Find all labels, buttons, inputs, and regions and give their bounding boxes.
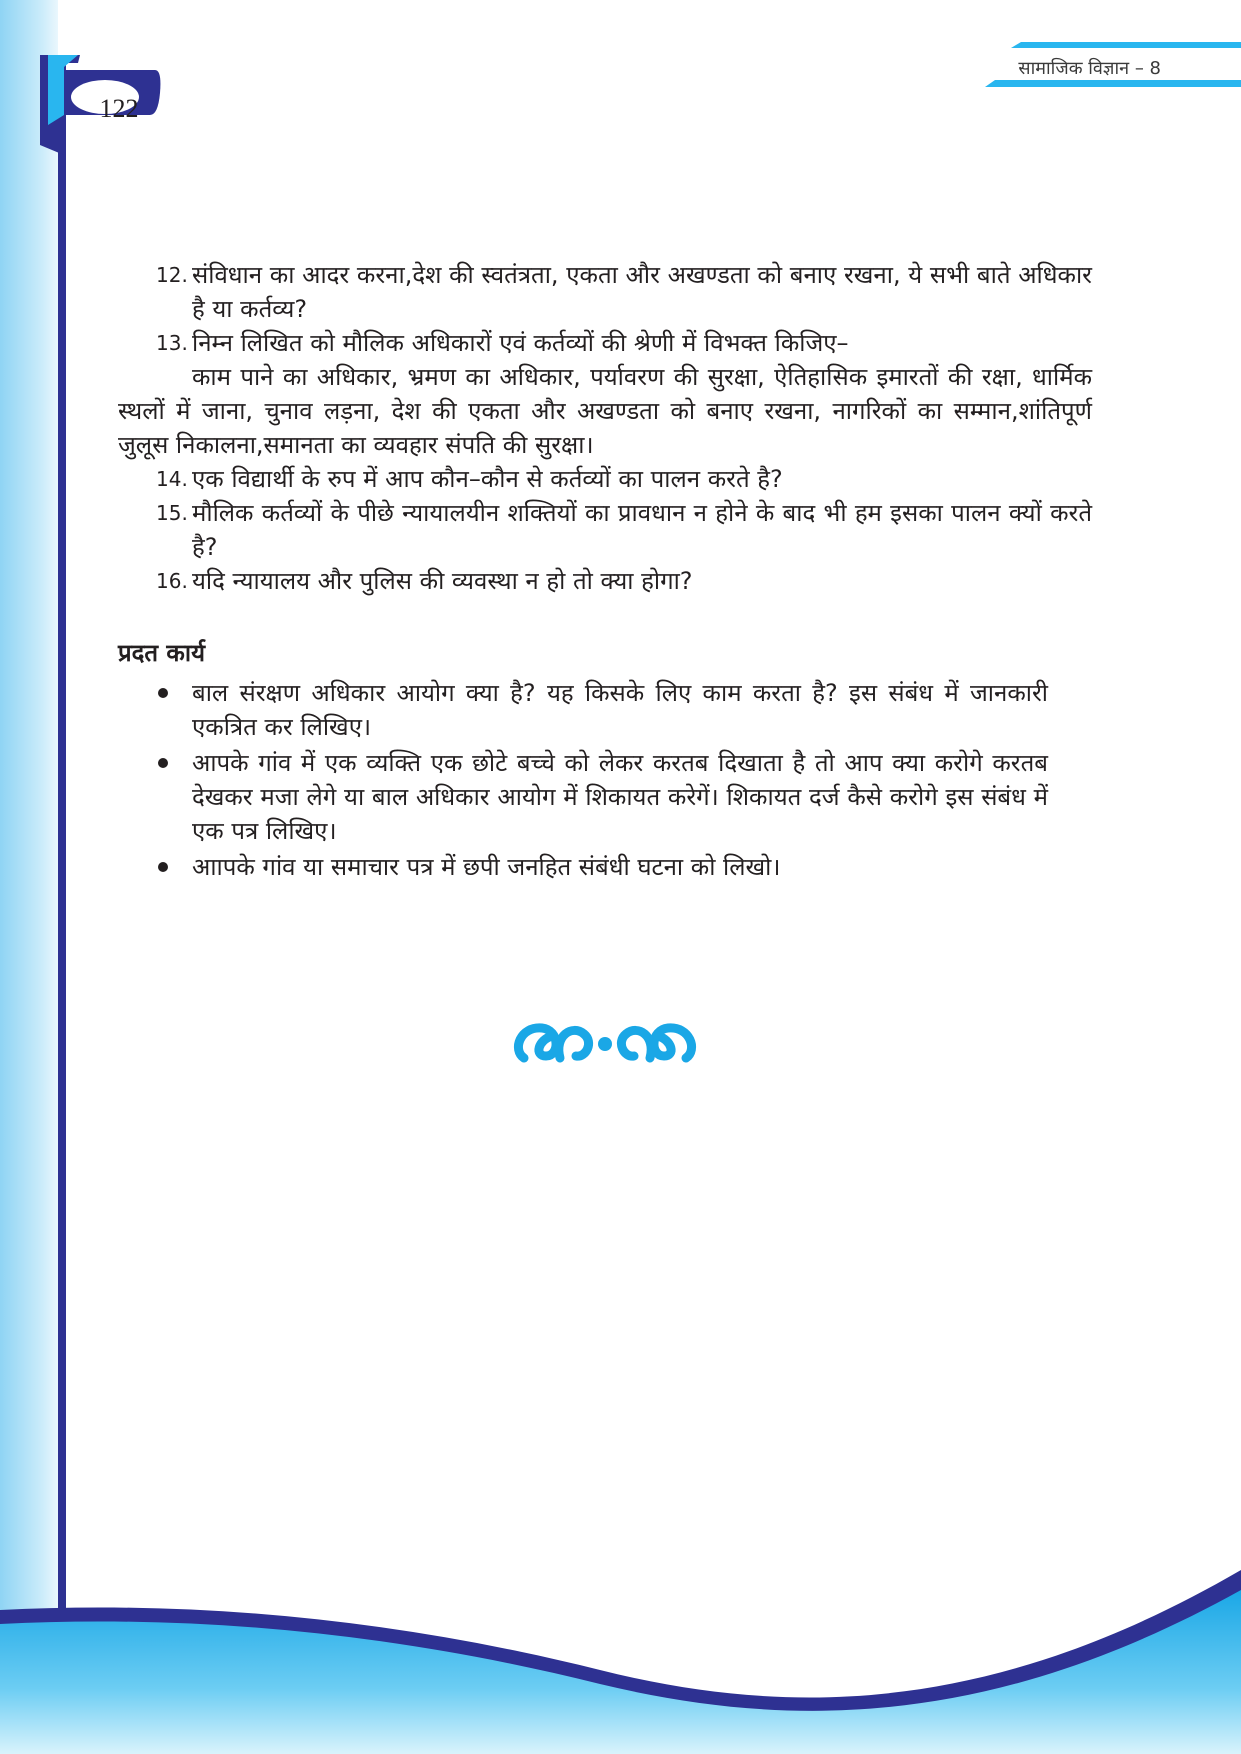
list-item [118,676,1048,744]
list-item [118,850,1048,884]
header-title: सामाजिक विज्ञान – 8 [1018,58,1161,79]
question-text: यदि न्यायालय और पुलिस की व्यवस्था न हो तो क्या होगा? [192,567,693,595]
question-item [118,258,1092,326]
question-item [118,564,1092,598]
question-text: एक विद्यार्थी के रुप में आप कौन–कौन से कर्तव्यों का पालन करते है? [192,465,783,493]
header-decorative-lines [981,42,1241,92]
question-number: 13. [156,331,188,355]
question-item [118,496,1092,564]
question-item [118,326,1092,360]
question-text: निम्न लिखित को मौलिक अधिकारों एवं कर्तव्यों की श्रेणी में विभक्त किजिए– [192,329,849,357]
list-item-text: आपके गांव में एक व्यक्ति एक छोटे बच्चे को लेकर करतब दिखाता है तो आप क्या करोगे करतब देखकर मजा लेगे या बाल अधिकार आयोग में शिकायत करेगें। शिकायत दर्ज कैसे करोगे इस संबंध में एक पत्र लिखिए। [192,749,1048,845]
question-text: मौलिक कर्तव्यों के पीछे न्यायालयीन शक्तियों का प्रावधान न होने के बाद भी हम इसका पालन क्यों करते है? [192,499,1092,561]
bullet-icon [158,862,168,872]
assignment-list [118,676,1048,884]
question-item [118,462,1092,496]
question-number: 16. [156,569,188,593]
page-number: 122 [99,94,139,123]
section-end-ornament-icon [510,1010,700,1070]
question-text: संविधान का आदर करना,देश की स्वतंत्रता, एकता और अखण्डता को बनाए रखना, ये सभी बाते अधिकार है या कर्तव्य? [192,261,1092,323]
list-item-text: बाल संरक्षण अधिकार आयोग क्या है? यह किसके लिए काम करता है? इस संबंध में जानकारी एकत्रित कर लिखिए। [192,679,1048,741]
bottom-wave-decoration [0,1560,1241,1754]
list-item-text: आापके गांव या समाचार पत्र में छपी जनहित संबंधी घटना को लिखो। [192,853,781,881]
question-number: 15. [156,501,188,525]
list-item [118,746,1048,848]
bullet-icon [158,688,168,698]
question-number: 12. [156,263,188,287]
left-decorative-band [0,0,58,1754]
assignment-title: प्रदत कार्य [118,639,206,667]
question-13-details: काम पाने का अधिकार, भ्रमण का अधिकार, पर्यावरण की सुरक्षा, ऐतिहासिक इमारतों की रक्षा, धार्मिक स्थलों में जाना, चुनाव लड़ना, देश की एकता और अखण्डता को बनाए रखना, नागरिकों का सम्मान,शांतिपूर्ण जुलूस निकालना,समानता का व्यवहार संपति की सुरक्षा। [118,363,1092,459]
question-number: 14. [156,467,188,491]
left-margin-bar [58,60,66,1620]
bullet-icon [158,758,168,768]
main-content [118,258,1092,886]
